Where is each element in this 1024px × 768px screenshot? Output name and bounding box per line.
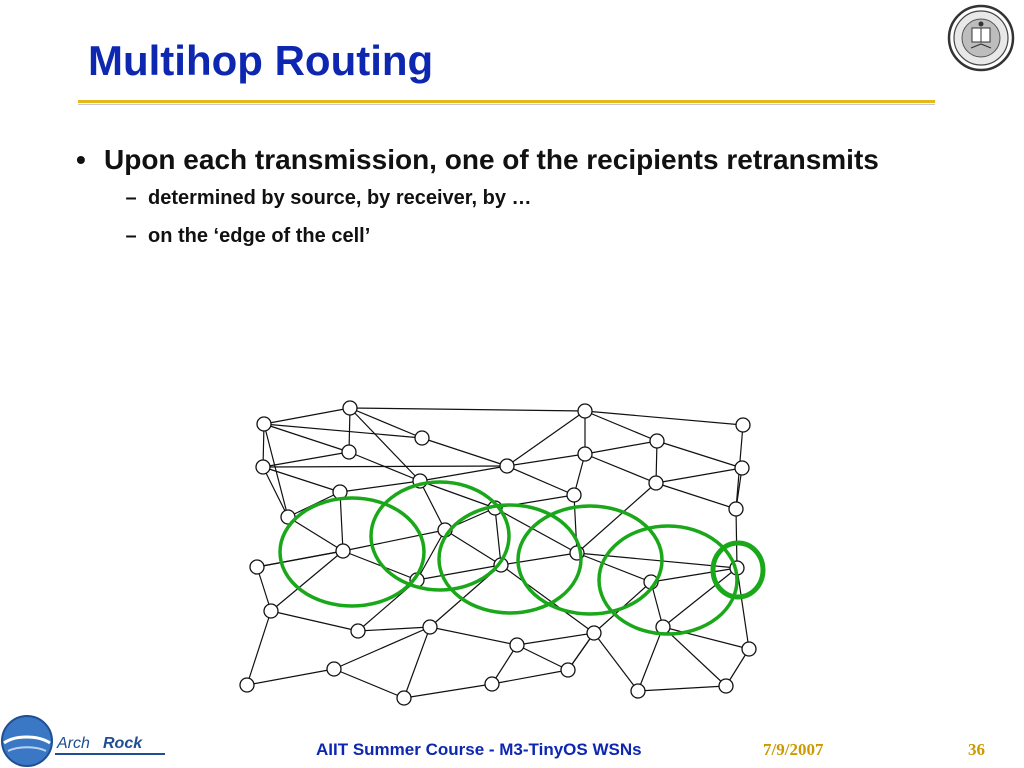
network-node (578, 447, 592, 461)
network-link (517, 633, 594, 645)
network-link (656, 483, 736, 509)
network-link (430, 627, 517, 645)
network-node (719, 679, 733, 693)
network-node (485, 677, 499, 691)
network-node (342, 445, 356, 459)
network-link (574, 495, 577, 553)
network-link (404, 684, 492, 698)
network-link (334, 669, 404, 698)
network-link (358, 627, 430, 631)
network-node (343, 401, 357, 415)
radio-cell-circle (439, 505, 581, 613)
network-link (422, 438, 507, 466)
network-link (264, 408, 350, 424)
network-link (594, 633, 638, 691)
network-link (663, 627, 726, 686)
network-node (578, 404, 592, 418)
network-link (585, 441, 657, 454)
network-link (517, 645, 568, 670)
network-link (501, 553, 577, 565)
network-node (257, 417, 271, 431)
network-node (397, 691, 411, 705)
network-link (350, 408, 420, 481)
network-node (423, 620, 437, 634)
network-link (263, 467, 340, 492)
bullet-item (76, 142, 936, 178)
university-seal-icon (947, 4, 1015, 72)
network-link (343, 530, 445, 551)
network-link (657, 441, 742, 468)
network-link (271, 611, 358, 631)
network-node (250, 560, 264, 574)
slide-title: Multihop Routing (88, 37, 434, 84)
network-node (742, 642, 756, 656)
network-link (638, 627, 663, 691)
page-number: 36 (968, 740, 985, 759)
network-node (336, 544, 350, 558)
network-link (507, 411, 585, 466)
network-link (663, 568, 737, 627)
network-link (247, 669, 334, 685)
network-node (736, 418, 750, 432)
network-node (256, 460, 270, 474)
network-link (585, 411, 657, 441)
sub-bullet-text: determined by source, by receiver, by … (148, 187, 532, 209)
network-node (567, 488, 581, 502)
network-link (507, 466, 574, 495)
network-link (404, 627, 430, 698)
network-node (631, 684, 645, 698)
network-link (350, 408, 585, 411)
network-link (257, 551, 343, 567)
network-link (334, 627, 430, 669)
network-node (327, 662, 341, 676)
sub-bullet-text: on the ‘edge of the cell’ (148, 225, 371, 247)
sub-bullet-item (114, 186, 936, 210)
archrock-logo-icon (0, 713, 170, 768)
network-node (351, 624, 365, 638)
network-link (663, 627, 749, 649)
network-node (735, 461, 749, 475)
radio-cell-circle (518, 506, 662, 614)
network-node (415, 431, 429, 445)
network-node (729, 502, 743, 516)
bullet-list (76, 142, 936, 248)
network-link (288, 517, 343, 551)
network-link (340, 492, 343, 551)
bullet-marker: • (76, 144, 86, 175)
network-node (649, 476, 663, 490)
network-link (495, 508, 501, 565)
network-link (507, 454, 585, 466)
network-link (585, 411, 743, 425)
network-diagram (236, 398, 776, 708)
network-link (651, 568, 737, 582)
radio-cell-circle (280, 498, 424, 606)
logo-arch-text: Arch (57, 735, 90, 752)
network-link (638, 686, 726, 691)
title-underline (78, 100, 935, 103)
network-link (501, 565, 594, 633)
network-node (500, 459, 514, 473)
sub-bullet-marker: – (125, 225, 137, 247)
network-node (510, 638, 524, 652)
network-node (561, 663, 575, 677)
network-link (492, 670, 568, 684)
footer-date: 7/9/2007 (763, 740, 824, 759)
network-link (420, 466, 507, 481)
network-node (264, 604, 278, 618)
network-link (263, 466, 507, 467)
sub-bullet-item (114, 224, 936, 248)
logo-rock-text: Rock (103, 735, 143, 752)
network-node (240, 678, 254, 692)
network-link (350, 408, 422, 438)
network-link (737, 568, 749, 649)
network-link (656, 468, 742, 483)
network-link (736, 509, 737, 568)
network-link (445, 530, 501, 565)
title-underline-shadow (78, 104, 935, 105)
bullet-text: Upon each transmission, one of the recipients retransmits (104, 144, 879, 175)
network-link (585, 454, 656, 483)
network-link (263, 452, 349, 467)
network-link (577, 553, 651, 582)
sub-bullet-marker: – (125, 187, 137, 209)
footer-course: AIIT Summer Course - M3-TinyOS WSNs (316, 740, 642, 759)
network-node (587, 626, 601, 640)
network-node (650, 434, 664, 448)
network-link (247, 611, 271, 685)
network-link (264, 424, 422, 438)
